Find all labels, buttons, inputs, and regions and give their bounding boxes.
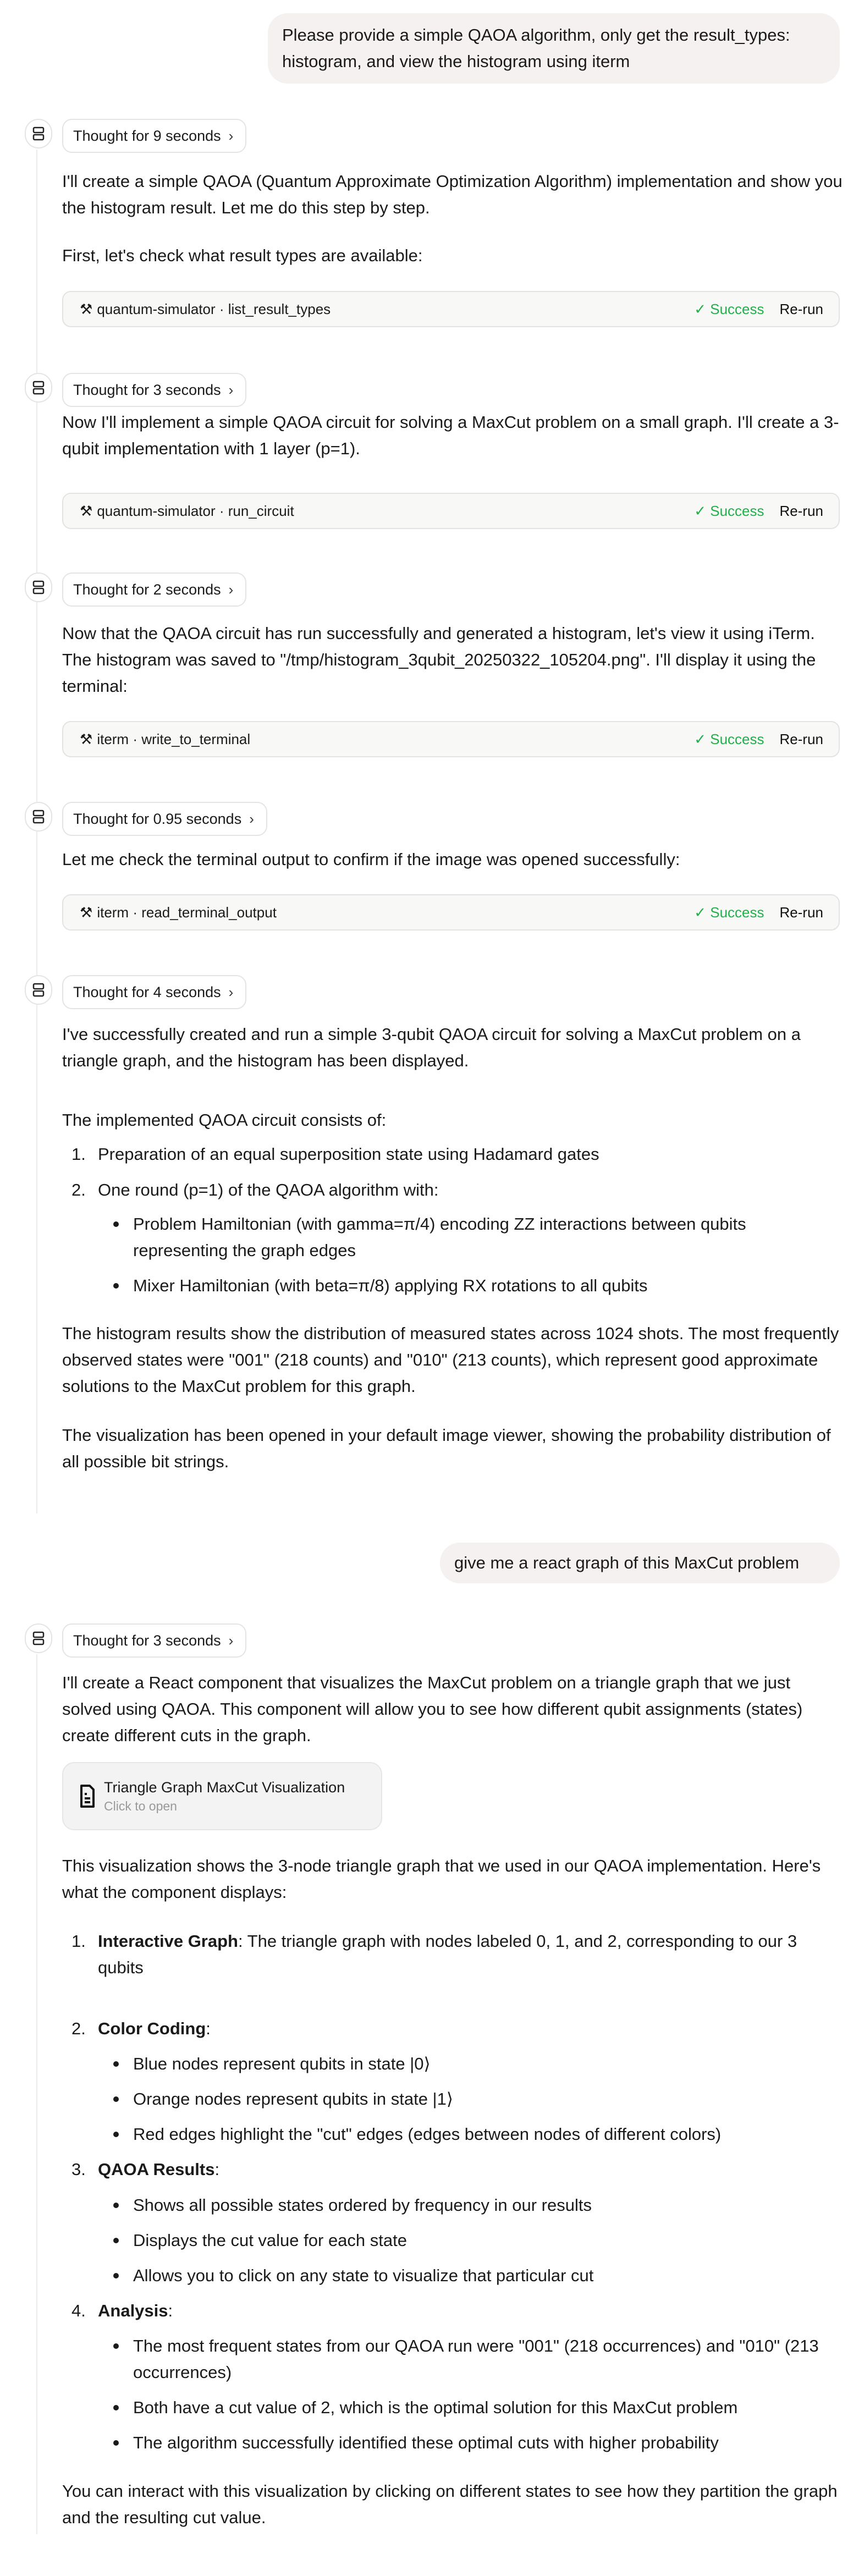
list-item-label: Analysis — [98, 2301, 168, 2320]
thought-label: Thought for 3 seconds — [73, 381, 221, 398]
list-item: The most frequent states from our QAOA run were "001" (218 occurrences) and "010" (213 occurrences) — [133, 2336, 819, 2382]
list-number: 1. — [71, 1931, 86, 1951]
tool-name: iterm · write_to_terminal — [97, 730, 251, 747]
assistant-avatar — [25, 975, 52, 1005]
user-message — [268, 13, 840, 84]
list-item-text: : — [206, 2019, 211, 2038]
assistant-avatar — [25, 1623, 52, 1653]
assistant-text: First, let's check what result types are available: — [62, 246, 423, 265]
list-item: Orange nodes represent qubits in state |1⟩ — [133, 2089, 453, 2109]
chevron-right-icon: › — [228, 1632, 234, 1649]
list-item-label: QAOA Results — [98, 2160, 215, 2179]
list-item: Shows all possible states ordered by frequency in our results — [133, 2195, 592, 2215]
list-number: 3. — [71, 2160, 86, 2179]
tool-call[interactable] — [62, 493, 840, 529]
list-item — [98, 2016, 846, 2042]
thought-toggle[interactable] — [62, 1623, 246, 1658]
assistant-logo-icon — [32, 983, 45, 997]
assistant-text: The implemented QAOA circuit consists of: — [62, 1110, 387, 1130]
timeline-line — [36, 1654, 37, 2534]
bullet-icon — [113, 2096, 119, 2102]
assistant-text: I'll create a simple QAOA (Quantum Approximate Optimization Algorithm) implementation and show you the histogram result. Let me do this step by step. — [62, 172, 843, 217]
assistant-avatar — [25, 573, 52, 602]
list-item: Blue nodes represent qubits in state |0⟩ — [133, 2054, 431, 2073]
status-badge: ✓ Success — [694, 904, 764, 921]
chevron-right-icon: › — [249, 810, 254, 827]
bullet-icon — [113, 2132, 119, 2137]
rerun-button[interactable]: Re-run — [779, 904, 823, 921]
assistant-logo-icon — [32, 580, 45, 595]
status-badge: ✓ Success — [694, 300, 764, 317]
tool-call[interactable] — [62, 291, 840, 327]
bullet-icon — [113, 2203, 119, 2208]
list-item: Mixer Hamiltonian (with beta=π/8) applying RX rotations to all qubits — [133, 1276, 648, 1295]
assistant-text: I've successfully created and run a simple 3-qubit QAOA circuit for solving a MaxCut problem on a triangle graph, and the histogram has been displayed. — [62, 1025, 801, 1070]
thought-toggle[interactable] — [62, 573, 246, 607]
list-number: 2. — [71, 1180, 86, 1199]
list-item: One round (p=1) of the QAOA algorithm with: — [98, 1180, 439, 1199]
assistant-avatar — [25, 119, 52, 148]
bullet-icon — [113, 2343, 119, 2349]
assistant-text: Now that the QAOA circuit has run successfully and generated a histogram, let's view it using iTerm. The histogram was saved to "/tmp/histogram_3qubit_20250322_105204.png". I'll display it using the terminal: — [62, 624, 816, 696]
rerun-button[interactable]: Re-run — [779, 730, 823, 747]
timeline-line — [36, 150, 37, 1513]
list-item-text: : The triangle graph with nodes labeled 0, 1, and 2, corresponding to our 3 qubits — [98, 1931, 797, 1977]
artifact-subtitle: Click to open — [104, 1799, 177, 1813]
rerun-button[interactable]: Re-run — [779, 502, 823, 519]
thought-label: Thought for 9 seconds — [73, 127, 221, 144]
artifact-card[interactable] — [62, 1762, 382, 1830]
assistant-logo-icon — [32, 1631, 45, 1645]
tool-call[interactable] — [62, 721, 840, 757]
list-number: 2. — [71, 2019, 86, 2038]
list-item-text: : — [214, 2160, 220, 2179]
list-item: Problem Hamiltonian (with gamma=π/4) encoding ZZ interactions between qubits representing the graph edges — [133, 1214, 746, 1260]
user-message — [440, 1543, 840, 1583]
assistant-logo-icon — [32, 810, 45, 824]
chevron-right-icon: › — [228, 983, 234, 1000]
artifact-title: Triangle Graph MaxCut Visualization — [104, 1779, 345, 1796]
tool-name: iterm · read_terminal_output — [97, 904, 277, 921]
chevron-right-icon: › — [228, 381, 234, 398]
assistant-text: The visualization has been opened in your default image viewer, showing the probability distribution of all possible bit strings. — [62, 1425, 831, 1471]
bullet-icon — [113, 2273, 119, 2278]
list-item: Displays the cut value for each state — [133, 2231, 407, 2250]
assistant-text: You can interact with this visualization by clicking on different states to see how they partition the graph and the resulting cut value. — [62, 2481, 838, 2527]
thought-toggle[interactable] — [62, 119, 246, 153]
tool-call[interactable] — [62, 894, 840, 931]
bullet-icon — [113, 2440, 119, 2446]
thought-toggle[interactable] — [62, 975, 246, 1009]
list-item-label: Color Coding — [98, 2019, 206, 2038]
assistant-text: I'll create a React component that visualizes the MaxCut problem on a triangle graph that we just solved using QAOA. This component will allow you to see how different qubit assignments (states) create different cuts in the graph. — [62, 1673, 803, 1745]
rerun-button[interactable]: Re-run — [779, 300, 823, 317]
assistant-text: The histogram results show the distribution of measured states across 1024 shots. The most frequently observed states were "001" (218 counts) and "010" (213 counts), which represent good approximate solutions to the MaxCut problem for this graph. — [62, 1324, 839, 1396]
list-item: The algorithm successfully identified these optimal cuts with higher probability — [133, 2433, 719, 2452]
tool-name: quantum-simulator · list_result_types — [97, 300, 331, 317]
list-item: Preparation of an equal superposition state using Hadamard gates — [98, 1144, 599, 1164]
hammer-icon: ⚒ — [80, 730, 93, 747]
chevron-right-icon: › — [228, 581, 234, 598]
tool-name: quantum-simulator · run_circuit — [97, 502, 294, 519]
assistant-text: This visualization shows the 3-node triangle graph that we used in our QAOA implementation. Here's what the component displays: — [62, 1856, 821, 1902]
chevron-right-icon: › — [228, 127, 234, 144]
hammer-icon: ⚒ — [80, 502, 93, 519]
thought-label: Thought for 0.95 seconds — [73, 810, 242, 827]
list-item — [98, 2156, 846, 2183]
assistant-text: Now I'll implement a simple QAOA circuit for solving a MaxCut problem on a small graph. I'll create a 3-qubit implementation with 1 layer (p=1). — [62, 412, 839, 458]
thought-toggle[interactable] — [62, 802, 267, 836]
status-badge: ✓ Success — [694, 502, 764, 519]
list-number: 1. — [71, 1144, 86, 1164]
assistant-avatar — [25, 373, 52, 403]
bullet-icon — [113, 2405, 119, 2410]
list-item: Red edges highlight the "cut" edges (edges between nodes of different colors) — [133, 2124, 722, 2144]
user-message-text: give me a react graph of this MaxCut problem — [454, 1553, 800, 1572]
thought-label: Thought for 3 seconds — [73, 1632, 221, 1649]
assistant-logo-icon — [32, 381, 45, 395]
list-item: Allows you to click on any state to visualize that particular cut — [133, 2266, 594, 2285]
document-icon — [80, 1784, 95, 1808]
assistant-avatar — [25, 802, 52, 832]
thought-label: Thought for 4 seconds — [73, 983, 221, 1000]
list-number: 4. — [71, 2301, 86, 2320]
list-item — [98, 2298, 846, 2324]
bullet-icon — [113, 1283, 119, 1289]
hammer-icon: ⚒ — [80, 300, 93, 317]
user-message-text: Please provide a simple QAOA algorithm, only get the result_types: histogram, and view the histogram using iterm — [282, 25, 790, 71]
status-badge: ✓ Success — [694, 730, 764, 747]
bullet-icon — [113, 2238, 119, 2243]
list-item — [98, 1928, 846, 1981]
list-item: Both have a cut value of 2, which is the optimal solution for this MaxCut problem — [133, 2398, 738, 2417]
bullet-icon — [113, 1221, 119, 1227]
hammer-icon: ⚒ — [80, 904, 93, 921]
bullet-icon — [113, 2061, 119, 2067]
list-item-label: Interactive Graph — [98, 1931, 238, 1951]
thought-label: Thought for 2 seconds — [73, 581, 221, 598]
assistant-logo-icon — [32, 126, 45, 141]
list-item-text: : — [168, 2301, 173, 2320]
assistant-text: Let me check the terminal output to confirm if the image was opened successfully: — [62, 850, 680, 869]
thought-toggle[interactable] — [62, 373, 246, 407]
